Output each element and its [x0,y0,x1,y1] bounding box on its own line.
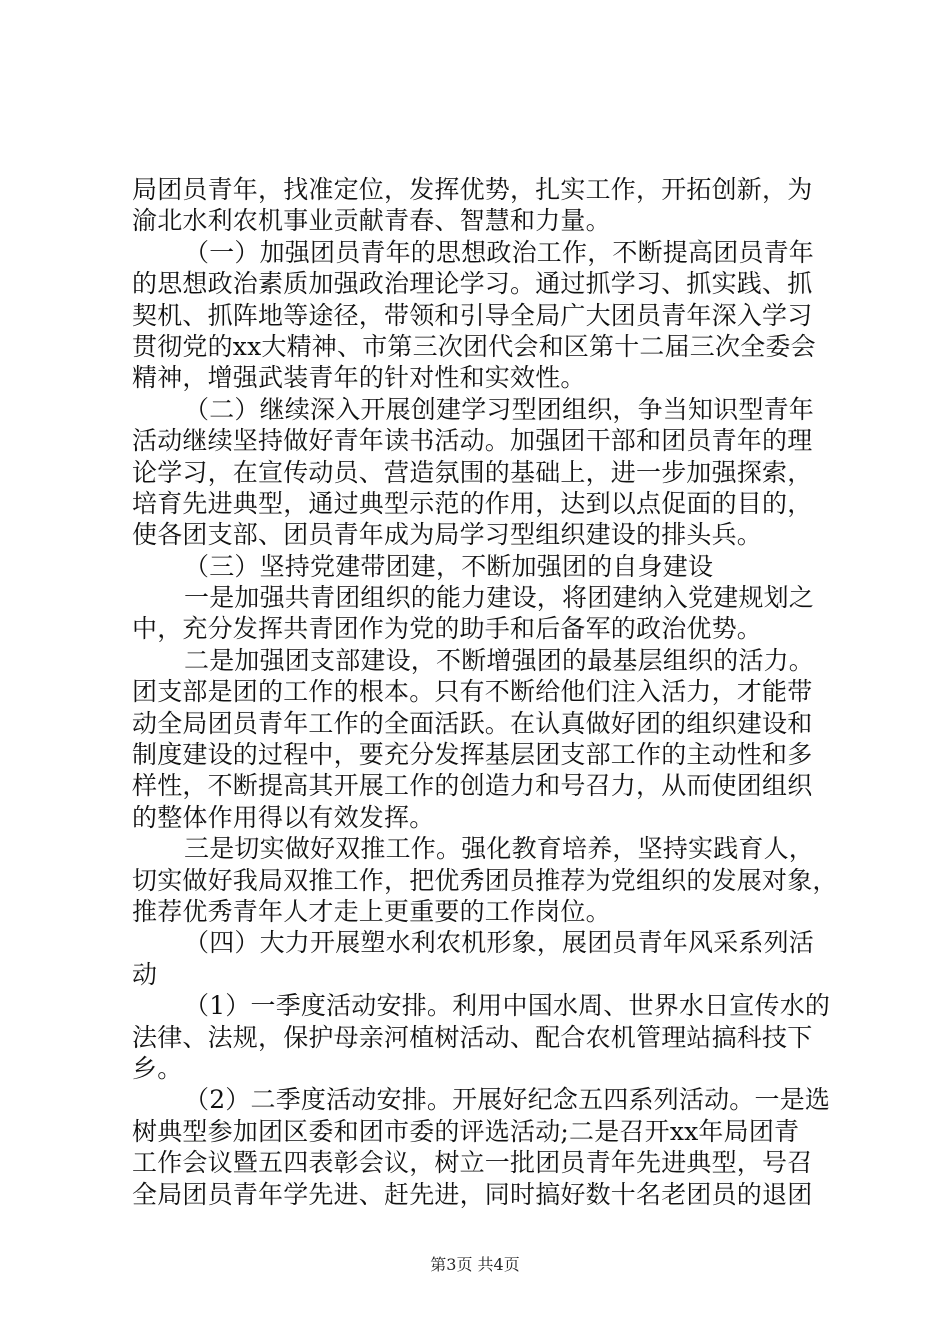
text-line: （1）一季度活动安排。利用中国水周、世界水日宣传水的 [184,991,831,1021]
text-line: 三是切实做好双推工作。强化教育培养，坚持实践育人， [184,834,815,864]
text-line: 乡。 [132,1053,183,1083]
text-line: 培育先进典型，通过典型示范的作用，达到以点促面的目的， [132,488,813,518]
text-line: 工作会议暨五四表彰会议，树立一批团员青年先进典型，号召 [132,1148,813,1178]
text-line: 贯彻党的xx大精神、市第三次团代会和区第十二届三次全委会 [132,331,816,361]
text-line: 的整体作用得以有效发挥。 [132,802,435,832]
text-line: （三）坚持党建带团建，不断加强团的自身建设 [184,551,714,581]
text-line: 团支部是团的工作的根本。只有不断给他们注入活力，才能带 [132,677,813,707]
text-line: 制度建设的过程中，要充分发挥基层团支部工作的主动性和多 [132,740,813,770]
text-line: 一是加强共青团组织的能力建设，将团建纳入党建规划之 [184,583,815,613]
text-line: （一）加强团员青年的思想政治工作，不断提高团员青年 [184,237,815,267]
text-line: （2）二季度活动安排。开展好纪念五四系列活动。一是选 [184,1085,831,1115]
text-line: 样性，不断提高其开展工作的创造力和号召力，从而使团组织 [132,771,813,801]
text-line: 全局团员青年学先进、赶先进，同时搞好数十名老团员的退团 [132,1179,813,1209]
text-line: 局团员青年，找准定位，发挥优势，扎实工作，开拓创新，为 [132,175,813,204]
text-line: 精神，增强武装青年的针对性和实效性。 [132,363,586,393]
text-line: 树典型参加团区委和团市委的评选活动;二是召开xx年局团青 [132,1116,800,1146]
document-body [132,174,838,1210]
text-line: 渝北水利农机事业贡献青春、智慧和力量。 [132,206,611,236]
text-line: 论学习，在宣传动员、营造氛围的基础上，进一步加强探索， [132,457,813,487]
text-line: 使各团支部、团员青年成为局学习型组织建设的排头兵。 [132,520,763,550]
text-line: （二）继续深入开展创建学习型团组织，争当知识型青年 [184,394,815,424]
text-line: 法律、法规，保护母亲河植树活动、配合农机管理站搞科技下 [132,1022,813,1052]
text-line: 推荐优秀青年人才走上更重要的工作岗位。 [132,896,611,926]
text-line: 动 [132,959,158,989]
text-line: 切实做好我局双推工作，把优秀团员推荐为党组织的发展对象， [132,865,838,895]
text-line: 的思想政治素质加强政治理论学习。通过抓学习、抓实践、抓 [132,269,813,299]
text-line: 中，充分发挥共青团作为党的助手和后备军的政治优势。 [132,614,763,644]
text-line: （四）大力开展塑水利农机形象，展团员青年风采系列活 [184,928,815,958]
text-line: 二是加强团支部建设，不断增强团的最基层组织的活力。 [184,645,815,675]
text-line: 契机、抓阵地等途径，带领和引导全局广大团员青年深入学习 [132,300,813,330]
text-line: 活动继续坚持做好青年读书活动。加强团干部和团员青年的理 [132,426,813,456]
page-footer: 第3页 共4页 [430,1255,520,1274]
text-line: 动全局团员青年工作的全面活跃。在认真做好团的组织建设和 [132,708,813,738]
